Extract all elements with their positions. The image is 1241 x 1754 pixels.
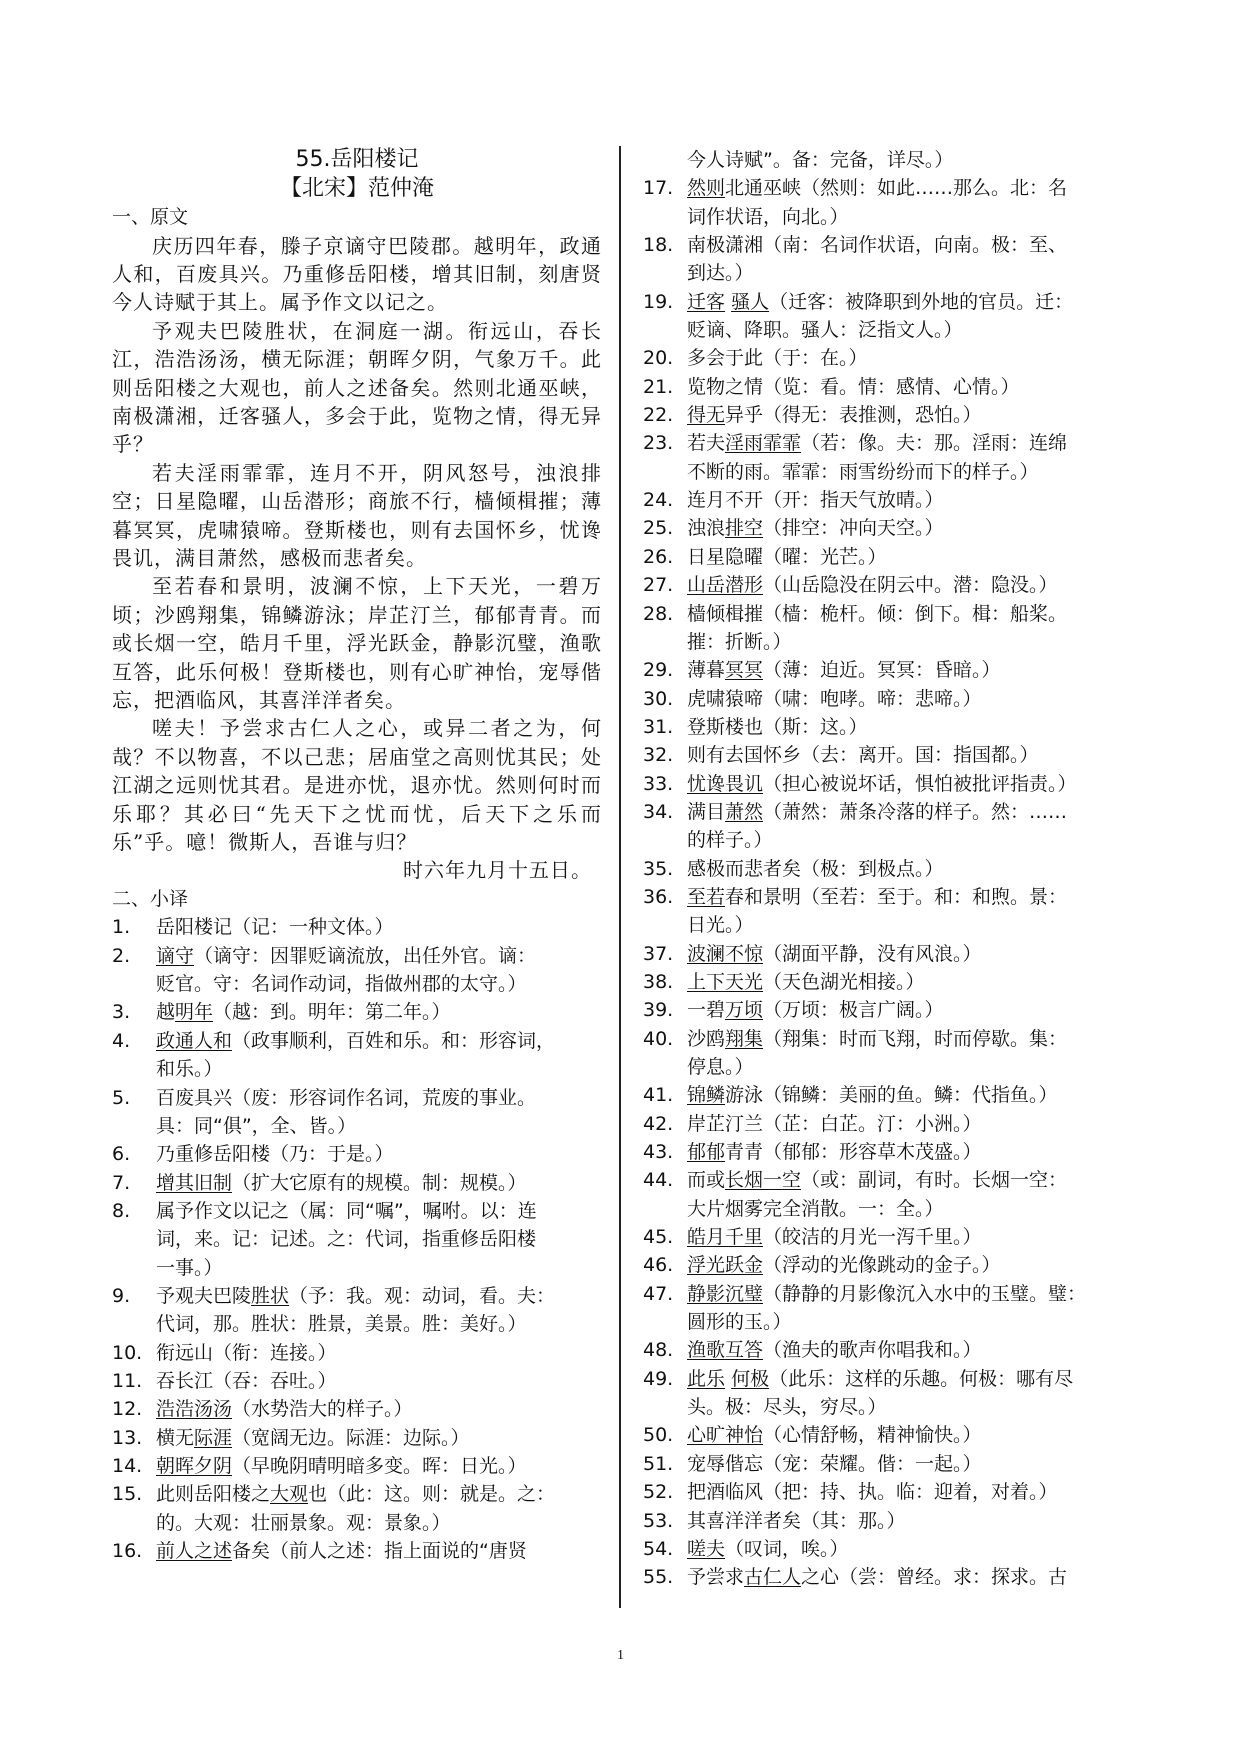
note-number: 14. [112, 1454, 143, 1477]
note-text: 前人之述备矣（前人之述：指上面说的“唐贤 [156, 1540, 527, 1562]
note-number: 51. [643, 1452, 674, 1475]
note-item [643, 1025, 1133, 1082]
note-text: 予尝求古仁人之心（尝：曾经。求：探求。古 [687, 1566, 1068, 1589]
note-text: 的样子。） [687, 829, 773, 852]
note-text: 政通人和（政事顺利，百姓和乐。和：形容词， [156, 1029, 556, 1052]
note-item [643, 1110, 1133, 1138]
note-item [643, 1450, 1133, 1478]
note-item [112, 1084, 602, 1141]
note-item [643, 571, 1133, 599]
note-number: 26. [643, 545, 674, 568]
note-text: 浩浩汤汤（水势浩大的样子。） [156, 1398, 413, 1421]
note-text: 大片烟雾完全消散。一：全。） [687, 1197, 944, 1220]
note-number: 44. [643, 1169, 674, 1192]
note-text: 感极而悲者矣（极：到极点。） [687, 857, 944, 880]
note-text: 代词，那。胜状：胜景，美景。胜：美好。） [156, 1313, 527, 1336]
note-text: 乃重修岳阳楼（乃：于是。） [156, 1143, 394, 1166]
note-item [643, 514, 1133, 542]
note-text: 岳阳楼记（记：一种文体。） [156, 916, 394, 939]
note-number: 17. [643, 177, 674, 200]
note-number: 3. [112, 1001, 131, 1024]
note-item [643, 1336, 1133, 1364]
author-line: 【北宋】范仲淹 [279, 175, 434, 201]
note-number: 48. [643, 1339, 674, 1362]
note-text: 予观夫巴陵胜状（予：我。观：动词，看。夫： [156, 1284, 556, 1307]
note-item [643, 1223, 1133, 1251]
note-text: 然则北通巫峡（然则：如此……那么。北：名 [687, 177, 1068, 200]
note-text: 朝晖夕阴（早晚阴晴明暗多变。晖：日光。） [156, 1454, 527, 1477]
note-item [643, 770, 1133, 798]
note-item [643, 968, 1133, 996]
note-item [643, 543, 1133, 571]
note-number: 45. [643, 1226, 674, 1249]
note-number: 35. [643, 857, 674, 880]
note-number: 41. [643, 1084, 674, 1107]
note-item [643, 940, 1133, 968]
note-number: 36. [643, 885, 674, 908]
note-item [112, 1367, 602, 1395]
note-text: 到达。） [687, 262, 754, 285]
note-text: 樯倾楫摧（樯：桅杆。倾：倒下。楫：船桨。 [687, 602, 1068, 625]
note-item [643, 1138, 1133, 1166]
note-number: 40. [643, 1027, 674, 1050]
paragraph: 嗟夫！予尝求古仁人之心，或异二者之为，何哉？不以物喜，不以己悲；居庙堂之高则忧其民；处江湖之远则忧其君。是进亦忧，退亦忧。然则何时而乐耶？其必曰“先天下之忧而忧，后天下之乐而乐”乎。噫！微斯人，吾谁与归？ [112, 716, 602, 855]
note-text: 波澜不惊（湖面平静，没有风浪。） [687, 942, 982, 965]
paragraph: 若夫淫雨霏霏，连月不开，阴风怒号，浊浪排空；日星隐曜，山岳潜形；商旅不行，樯倾楫摧；薄暮冥冥，虎啸猿啼。登斯楼也，则有去国怀乡，忧谗畏讥，满目萧然，感极而悲者矣。 [112, 460, 602, 570]
note-item [643, 685, 1133, 713]
note-item [112, 1339, 602, 1367]
page-title: 55.岳阳楼记 [295, 147, 419, 172]
note-item [643, 656, 1133, 684]
note-text: 嗟夫（叹词，唉。） [687, 1537, 849, 1560]
note-text: 贬谪、降职。骚人：泛指文人。） [687, 319, 963, 342]
note-text: 南极潇湘（南：名词作状语，向南。极：至、 [687, 234, 1068, 257]
note-number: 19. [643, 290, 674, 313]
note-text: 登斯楼也（斯：这。） [687, 715, 868, 738]
note-item [643, 174, 1133, 231]
note-number: 23. [643, 432, 674, 455]
note-number: 1. [112, 916, 131, 939]
note-text: 增其旧制（扩大它原有的规模。制：规模。） [156, 1171, 527, 1194]
left-column [112, 146, 602, 1565]
note-item [643, 231, 1133, 288]
note-text: 浊浪排空（排空：冲向天空。） [687, 517, 944, 540]
note-number: 28. [643, 602, 674, 625]
original-text [112, 232, 602, 857]
note-number: 31. [643, 715, 674, 738]
note-number: 10. [112, 1341, 143, 1364]
section-translation-heading: 二、小译 [112, 887, 189, 910]
note-number: 4. [112, 1029, 131, 1052]
note-text: 摧：折断。） [687, 630, 792, 653]
note-text: 上下天光（天色湖光相接。） [687, 970, 925, 993]
note-number: 30. [643, 687, 674, 710]
note-item [112, 1197, 602, 1282]
note-item [112, 1027, 602, 1084]
note-number: 11. [112, 1369, 143, 1392]
note-item [643, 344, 1133, 372]
note-item [643, 429, 1133, 486]
paragraph: 至若春和景明，波澜不惊，上下天光，一碧万顷；沙鸥翔集，锦鳞游泳；岸芷汀兰，郁郁青青。而或长烟一空，皓月千里，浮光跃金，静影沉璧，渔歌互答，此乐何极！登斯楼也，则有心旷神怡，宠辱偕忘，把酒临风，其喜洋洋者矣。 [112, 574, 602, 712]
note-number: 6. [112, 1143, 131, 1166]
note-text: 日星隐曜（曜：光芒。） [687, 545, 887, 568]
note-item [112, 1424, 602, 1452]
note-item [112, 1169, 602, 1197]
paragraph: 予观夫巴陵胜状，在洞庭一湖。衔远山，吞长江，浩浩汤汤，横无际涯；朝晖夕阴，气象万千。此则岳阳楼之大观也，前人之述备矣。然则北通巫峡，南极潇湘，迁客骚人，多会于此，览物之情，得无异乎？ [112, 318, 602, 457]
note-text: 词作状语，向北。） [687, 205, 849, 228]
note-text: 郁郁青青（郁郁：形容草木茂盛。） [687, 1141, 982, 1164]
note-number: 13. [112, 1426, 143, 1449]
note-item [643, 1280, 1133, 1337]
note-text: 忧谗畏讥（担心被说坏话，惧怕被批评指责。） [687, 772, 1077, 795]
note-item [643, 1535, 1133, 1563]
note-number: 9. [112, 1284, 131, 1307]
note-item [112, 1282, 602, 1339]
note-number: 49. [643, 1367, 674, 1390]
note-number: 20. [643, 347, 674, 370]
note-number: 38. [643, 970, 674, 993]
page-number: 1 [617, 1648, 624, 1663]
note-item [643, 1563, 1133, 1591]
note-number: 22. [643, 404, 674, 427]
note-number: 50. [643, 1424, 674, 1447]
note-item [112, 1452, 602, 1480]
note-item [112, 913, 602, 941]
note-item [112, 1395, 602, 1423]
note-item [643, 288, 1133, 345]
note-number: 7. [112, 1171, 131, 1194]
note-item [112, 1480, 602, 1537]
note-text: 此则岳阳楼之大观也（此：这。则：就是。之： [156, 1483, 556, 1506]
note-number: 37. [643, 942, 674, 965]
note-text: 谪守（谪守：因罪贬谪流放，出任外官。谪： [156, 944, 537, 967]
note-item [643, 373, 1133, 401]
note-item [643, 600, 1133, 657]
note-text: 词，来。记：记述。之：代词，指重修岳阳楼 [156, 1228, 537, 1251]
note-text: 沙鸥翔集（翔集：时而飞翔，时而停歇。集： [687, 1027, 1068, 1050]
note-text: 静影沉璧（静静的月影像沉入水中的玉璧。璧： [687, 1282, 1087, 1305]
note-text: 而或长烟一空（或：副词，有时。长烟一空： [687, 1169, 1068, 1192]
note-number: 33. [643, 772, 674, 795]
column-divider [619, 146, 621, 1608]
note-number: 24. [643, 489, 674, 512]
note-item [643, 1365, 1133, 1422]
note-text: 衔远山（衔：连接。） [156, 1341, 337, 1364]
note-text: 渔歌互答（渔夫的歌声你唱我和。） [687, 1339, 982, 1362]
note-item [643, 798, 1133, 855]
note-text: 头。极：尽头，穷尽。） [687, 1396, 887, 1419]
note-number: 15. [112, 1483, 143, 1506]
note-text: 一事。） [156, 1256, 223, 1279]
note-item [643, 486, 1133, 514]
note-item [112, 942, 602, 999]
note-text: 迁客 骚人（迁客：被降职到外地的官员。迁： [687, 290, 1074, 313]
note-text: 吞长江（吞：吞吐。） [156, 1369, 337, 1392]
note-text: 百废具兴（废：形容词作名词，荒废的事业。 [156, 1086, 537, 1109]
paragraph: 庆历四年春，滕子京谪守巴陵郡。越明年，政通人和，百废具兴。乃重修岳阳楼，增其旧制，刻唐贤今人诗赋于其上。属予作文以记之。 [112, 233, 602, 315]
note-text: 连月不开（开：指天气放晴。） [687, 489, 944, 512]
note-number: 43. [643, 1141, 674, 1164]
note-number: 55. [643, 1566, 674, 1589]
note-number: 29. [643, 659, 674, 682]
note-text: 属予作文以记之（属：同“嘱”，嘱咐。以：连 [156, 1199, 537, 1222]
note-text: 和乐。） [156, 1058, 223, 1081]
note-text: 不断的雨。霏霏：雨雪纷纷而下的样子。） [687, 460, 1039, 483]
note-text: 虎啸猿啼（啸：咆哮。啼：悲啼。） [687, 687, 982, 710]
note-text: 圆形的玉。） [687, 1311, 792, 1334]
note-item [643, 1507, 1133, 1535]
note-number: 46. [643, 1254, 674, 1277]
note-number: 25. [643, 517, 674, 540]
note-item [643, 883, 1133, 940]
note-text: 日光。） [687, 914, 754, 937]
note-text: 至若春和景明（至若：至于。和：和煦。景： [687, 885, 1068, 908]
note-item [643, 1478, 1133, 1506]
note-text: 具：同“俱”，全、皆。） [156, 1114, 357, 1137]
note-number: 5. [112, 1086, 131, 1109]
note-text: 岸芷汀兰（芷：白芷。汀：小洲。） [687, 1112, 982, 1135]
note-text: 横无际涯（宽阔无边。际涯：边际。） [156, 1426, 470, 1449]
note-number: 34. [643, 800, 674, 823]
note-number: 47. [643, 1282, 674, 1305]
note-text: 其喜洋洋者矣（其：那。） [687, 1509, 906, 1532]
note-text: 停息。） [687, 1056, 754, 1078]
date-line: 时六年九月十五日。 [403, 858, 592, 883]
note-item [643, 1251, 1133, 1279]
note-item [112, 1537, 602, 1565]
note-text: 心旷神怡（心情舒畅，精神愉快。） [687, 1424, 982, 1447]
section-original-heading: 一、原文 [112, 206, 189, 228]
note-text: 多会于此（于：在。） [687, 347, 868, 370]
note-item [112, 998, 602, 1026]
note-item [643, 741, 1133, 769]
note-number: 42. [643, 1112, 674, 1135]
note-number: 12. [112, 1398, 143, 1421]
note-text: 一碧万顷（万顷：极言广阔。） [687, 999, 944, 1022]
note-text: 把酒临风（把：持、执。临：迎着，对着。） [687, 1481, 1058, 1504]
notes-list-left [112, 913, 602, 1565]
note-text: 贬官。守：名词作动词，指做州郡的太守。） [156, 973, 527, 996]
note-text: 锦鳞游泳（锦鳞：美丽的鱼。鳞：代指鱼。） [687, 1084, 1058, 1107]
note-item [643, 855, 1133, 883]
note-number: 39. [643, 999, 674, 1022]
note-number: 21. [643, 375, 674, 398]
right-column [643, 146, 1133, 1592]
note-number: 54. [643, 1537, 674, 1560]
notes-list-right [643, 174, 1133, 1591]
note-text: 览物之情（览：看。情：感情、心情。） [687, 375, 1020, 398]
note-text: 若夫淫雨霏霏（若：像。夫：那。淫雨：连绵 [687, 432, 1068, 455]
note-number: 18. [643, 234, 674, 257]
note-item [112, 1140, 602, 1168]
note-item [643, 401, 1133, 429]
note-number: 53. [643, 1509, 674, 1532]
note-item [643, 1081, 1133, 1109]
note-item [643, 996, 1133, 1024]
note-text: 此乐 何极（此乐：这样的乐趣。何极：哪有尽 [687, 1367, 1074, 1390]
note-text: 的。大观：壮丽景象。观：景象。） [156, 1511, 451, 1534]
note-item [643, 1166, 1133, 1223]
note-number: 16. [112, 1540, 143, 1562]
note-number: 2. [112, 944, 131, 967]
note-number: 32. [643, 744, 674, 767]
note-text: 山岳潜形（山岳隐没在阴云中。潜：隐没。） [687, 574, 1058, 597]
note-number: 52. [643, 1481, 674, 1504]
note-continuation: 今人诗赋”。备：完备，详尽。） [687, 149, 954, 171]
note-text: 皓月千里（皎洁的月光一泻千里。） [687, 1226, 982, 1249]
note-number: 27. [643, 574, 674, 597]
note-text: 则有去国怀乡（去：离开。国：指国都。） [687, 744, 1039, 767]
note-text: 越明年（越：到。明年：第二年。） [156, 1001, 451, 1024]
note-text: 浮光跃金（浮动的光像跳动的金子。） [687, 1254, 1001, 1277]
note-text: 薄暮冥冥（薄：迫近。冥冥：昏暗。） [687, 659, 1001, 682]
note-text: 宠辱偕忘（宠：荣耀。偕：一起。） [687, 1452, 982, 1475]
note-item [643, 713, 1133, 741]
note-text: 满目萧然（萧然：萧条冷落的样子。然：…… [687, 800, 1068, 823]
note-item [643, 1421, 1133, 1449]
note-number: 8. [112, 1199, 131, 1222]
note-text: 得无异乎（得无：表推测，恐怕。） [687, 404, 982, 427]
